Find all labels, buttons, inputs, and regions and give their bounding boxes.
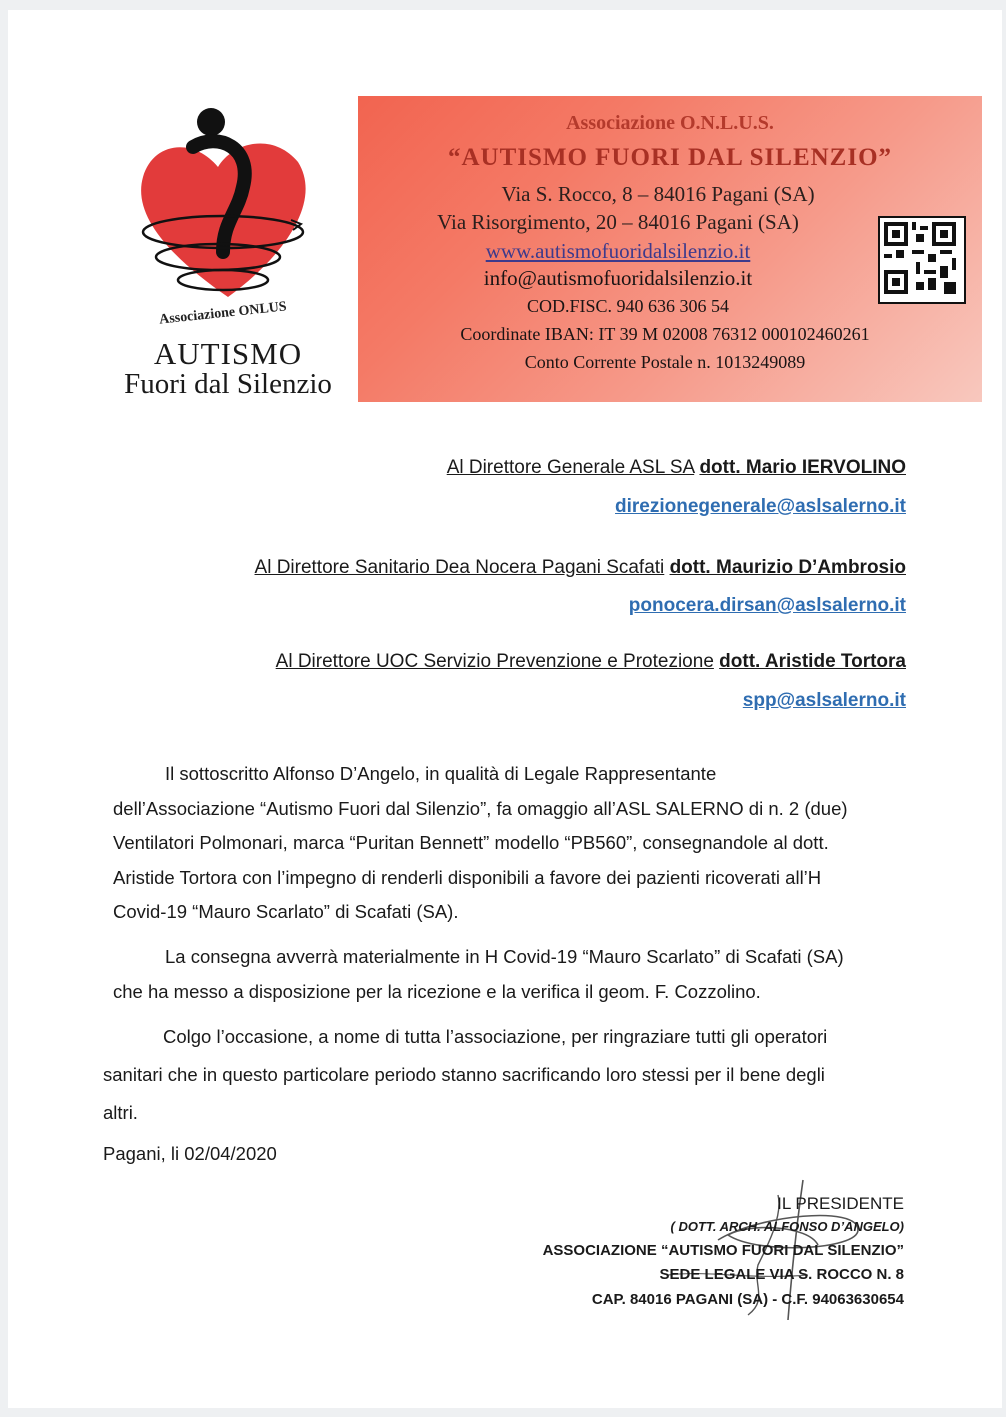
place-date: Pagani, li 02/04/2020 [103,1143,277,1164]
document-page [8,10,1002,1408]
paragraph-1-line-5: Covid-19 “Mauro Scarlato” di Scafati (SA). [113,901,459,922]
signature-title: IL PRESIDENTE [777,1194,904,1213]
recipient-2-email[interactable]: ponocera.dirsan@aslsalerno.it [628,595,906,616]
recipient-1-email[interactable]: direzionegenerale@aslsalerno.it [615,496,906,517]
recipient-1-name: dott. Mario IERVOLINO [699,457,906,478]
postal-account: Conto Corrente Postale n. 1013249089 [524,352,806,372]
recipient-3-name: dott. Aristide Tortora [719,651,906,672]
recipient-2-name: dott. Maurizio D’Ambrosio [669,557,906,578]
letterhead-box [358,96,982,402]
association-name: “AUTISMO FUORI DAL SILENZIO” [447,144,893,171]
signature-name: ( DOTT. ARCH. ALFONSO D’ANGELO) [670,1219,904,1234]
recipient-line-1 [447,457,906,479]
paragraph-3-line-3: altri. [103,1102,138,1123]
paragraph-1 [113,757,903,930]
heart-figure-icon [123,92,333,322]
paragraph-1-line-3: Ventilatori Polmonari, marca “Puritan Bennett” modello “PB560”, consegnandole al dott. [113,832,829,853]
paragraph-2-line-1: La consegna avverrà materialmente in H Covid-19 “Mauro Scarlato” di Scafati (SA) [165,946,844,967]
recipient-3-lead: Al Direttore UOC Servizio Prevenzione e Protezione [275,651,714,672]
association-type: Associazione O.N.L.U.S. [566,112,774,134]
logo-subtitle: Fuori dal Silenzio [124,368,332,400]
logo-onlus-label: Associazione ONLUS [158,299,288,328]
recipient-3-email[interactable]: spp@aslsalerno.it [742,690,906,711]
qr-code-icon [878,216,966,304]
paragraph-1-line-1: Il sottoscritto Alfonso D’Angelo, in qualità di Legale Rappresentante [165,763,717,784]
recipient-line-2 [255,557,906,579]
address-line-1: Via S. Rocco, 8 – 84016 Pagani (SA) [501,182,815,206]
email-address: info@autismofuoridalsilenzio.it [483,266,753,290]
signature-cap: CAP. 84016 PAGANI (SA) - C.F. 94063630654 [591,1291,904,1308]
address-line-2: Via Risorgimento, 20 – 84016 Pagani (SA) [437,210,799,234]
recipient-line-3 [276,651,906,673]
paragraph-3 [103,1018,911,1132]
logo-name: AUTISMO [153,336,303,371]
paragraph-3-line-2: sanitari che in questo particolare periodo stanno sacrificando loro stessi per il bene degli [103,1064,825,1085]
paragraph-2-line-2: che ha messo a disposizione per la ricezione e la verifica il geom. F. Cozzolino. [113,980,761,1002]
paragraph-2 [113,940,903,1009]
signature-seat: SEDE LEGALE VIA S. ROCCO N. 8 [659,1266,904,1283]
tax-code: COD.FISC. 940 636 306 54 [526,296,730,316]
iban: Coordinate IBAN: IT 39 M 02008 76312 000102460261 [460,324,870,344]
website-link[interactable]: www.autismofuoridalsilenzio.it [485,239,751,263]
paragraph-3-line-1: Colgo l’occasione, a nome di tutta l’associazione, per ringraziare tutti gli operatori [163,1026,828,1047]
recipient-1-lead: Al Direttore Generale ASL SA [446,457,695,478]
signature-association: ASSOCIAZIONE “AUTISMO FUORI DAL SILENZIO” [542,1242,904,1259]
paragraph-1-line-2: dell’Associazione “Autismo Fuori dal Silenzio”, fa omaggio all’ASL SALERNO di n. 2 (due) [113,797,848,819]
recipient-2-lead: Al Direttore Sanitario Dea Nocera Pagani Scafati [254,557,665,578]
paragraph-1-line-4: Aristide Tortora con l’impegno di renderli disponibili a favore dei pazienti ricoverati all’H [113,866,822,888]
